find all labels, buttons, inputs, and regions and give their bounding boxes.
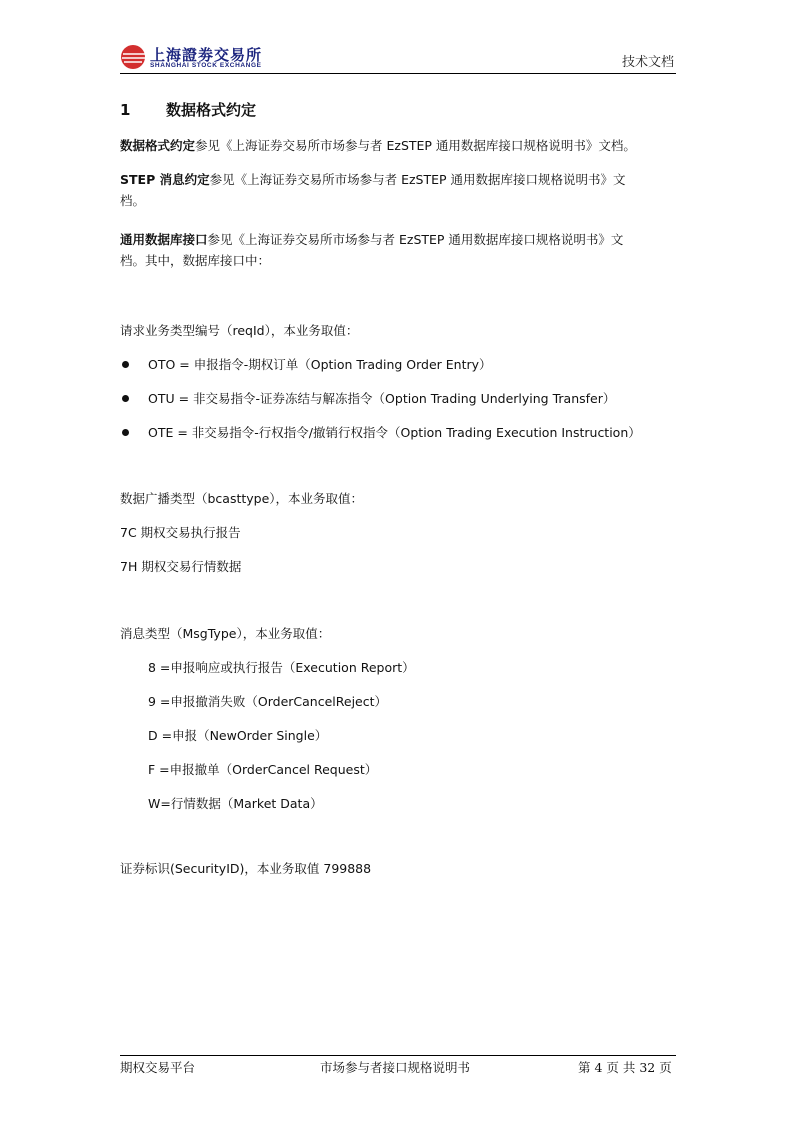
msgtype-intro: 消息类型（MsgType），本业务取值：: [120, 626, 331, 641]
paragraph-db-interface: [120, 229, 676, 271]
section-heading: [120, 100, 256, 121]
term-step-message: STEP 消息约定: [120, 172, 210, 187]
page-header: [120, 40, 676, 74]
list-item-text: OTE = 非交易指令-行权指令/撤销行权指令（Option Trading Execution Instruction）: [148, 425, 641, 440]
msgtype-item: 8 =申报响应或执行报告（Execution Report）: [148, 660, 415, 675]
paragraph-text: 参见《上海证券交易所市场参与者 EzSTEP 通用数据库接口规格说明书》文: [207, 232, 624, 247]
term-db-interface: 通用数据库接口: [120, 232, 208, 247]
section-number: 1: [120, 101, 131, 119]
msgtype-item: W=行情数据（Market Data）: [148, 796, 323, 811]
paragraph-text-cont: 档。: [120, 193, 146, 208]
term-data-format: 数据格式约定: [120, 138, 196, 153]
paragraph-data-format: [120, 135, 676, 156]
paragraph-text: 参见《上海证券交易所市场参与者 EzSTEP 通用数据库接口规格说明书》文: [209, 172, 626, 187]
list-item-text: OTU = 非交易指令-证券冻结与解冻指令（Option Trading Underlying Transfer）: [148, 391, 616, 406]
paragraph-text-cont: 档。其中，数据库接口中：: [120, 253, 271, 268]
list-item-text: OTO = 申报指令-期权订单（Option Trading Order Entry）: [148, 357, 492, 372]
reqid-intro: 请求业务类型编号（reqId），本业务取值：: [120, 323, 359, 338]
bcasttype-intro: 数据广播类型（bcasttype），本业务取值：: [120, 491, 364, 506]
paragraph-text: 参见《上海证券交易所市场参与者 EzSTEP 通用数据库接口规格说明书》文档。: [195, 138, 636, 153]
sse-logo-icon: [120, 42, 148, 72]
sse-logo: [120, 42, 280, 72]
footer-page-number: 第 4 页 共 32 页: [578, 1060, 672, 1075]
header-divider: [120, 73, 676, 74]
paragraph-step-message: [120, 169, 676, 211]
msgtype-item: F =申报撤单（OrderCancel Request）: [148, 762, 378, 777]
footer-divider: [120, 1055, 676, 1056]
logo-text-en: SHANGHAI STOCK EXCHANGE: [150, 62, 262, 69]
bullet-icon: [122, 395, 129, 402]
document-type-label: 技术文档: [621, 55, 674, 70]
bcasttype-item: 7H 期权交易行情数据: [120, 559, 242, 574]
msgtype-item: D =申报（NewOrder Single）: [148, 728, 328, 743]
security-id-text: 证券标识(SecurityID)，本业务取值 799888: [120, 861, 372, 876]
bullet-icon: [122, 429, 129, 436]
logo-text-cn: 上海證劵交易所: [150, 46, 263, 64]
footer-platform: 期权交易平台: [120, 1060, 196, 1075]
footer-doc-title: 市场参与者接口规格说明书: [320, 1060, 471, 1075]
section-title: 数据格式约定: [166, 101, 257, 119]
msgtype-item: 9 =申报撤消失败（OrderCancelReject）: [148, 694, 388, 709]
bcasttype-item: 7C 期权交易执行报告: [120, 525, 241, 540]
bullet-icon: [122, 361, 129, 368]
